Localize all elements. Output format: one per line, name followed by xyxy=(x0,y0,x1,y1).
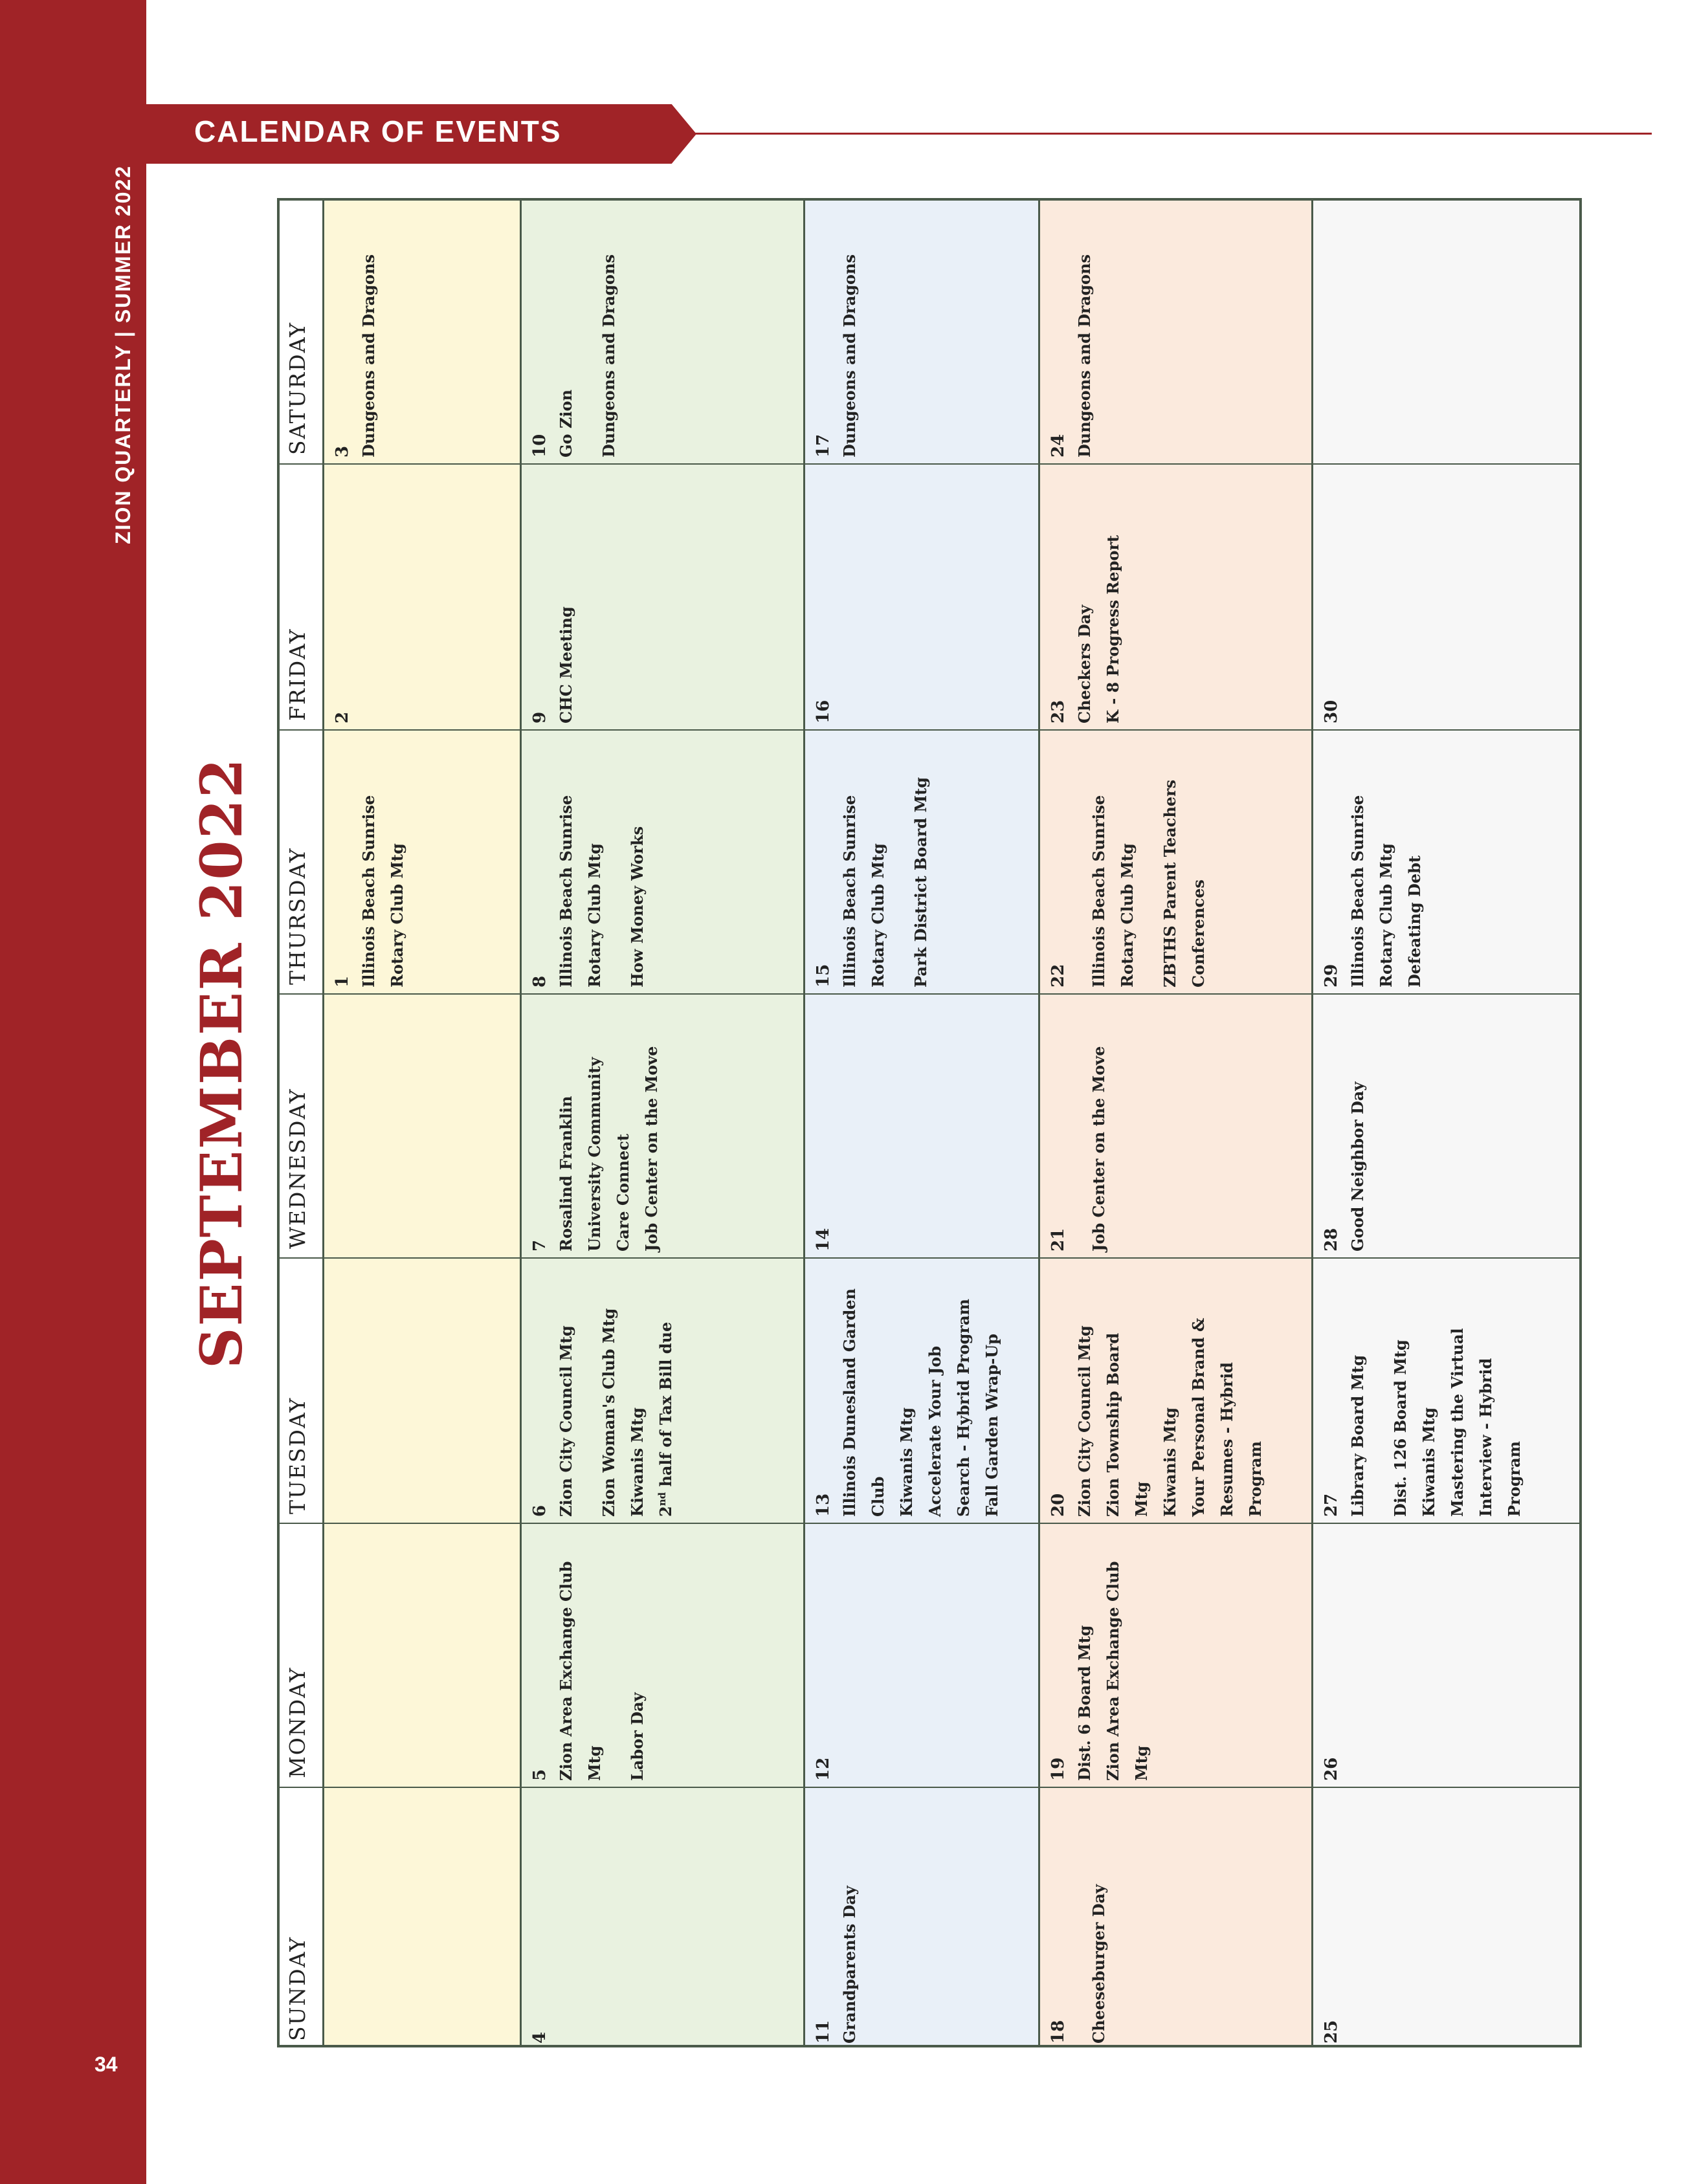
day-number: 29 xyxy=(1322,964,1341,987)
event-item: Library Board Mtg xyxy=(1348,1355,1367,1517)
event-item: Fall Garden Wrap-Up xyxy=(983,1334,1001,1517)
day-number: 9 xyxy=(530,711,550,723)
calendar-grid xyxy=(277,198,1582,2047)
event-item: Good Neighbor Day xyxy=(1348,1081,1367,1252)
event-item: Dist. 126 Board Mtg xyxy=(1391,1340,1410,1517)
event-item: Zion Area Exchange Club xyxy=(1104,1561,1122,1781)
day-number: 13 xyxy=(814,1493,833,1517)
day-number: 22 xyxy=(1049,964,1068,987)
day-cell xyxy=(527,1007,666,1252)
event-item: Mtg xyxy=(585,1745,604,1781)
event-item: Rotary Club Mtg xyxy=(869,843,887,987)
day-cell xyxy=(1319,477,1344,723)
day-number: 5 xyxy=(530,1769,550,1781)
event-item: Rosalind Franklin xyxy=(557,1096,575,1252)
event-item: Dist. 6 Board Mtg xyxy=(1075,1625,1094,1781)
grid-line xyxy=(280,729,1579,731)
month-title: SEPTEMBER 2022 xyxy=(188,757,255,1369)
day-number: 7 xyxy=(530,1239,550,1252)
day-cell xyxy=(1046,1800,1113,2044)
event-item: Kiwanis Mtg xyxy=(628,1407,647,1517)
day-number: 12 xyxy=(814,1757,833,1781)
day-number: 23 xyxy=(1049,700,1068,723)
event-item: Your Personal Brand & xyxy=(1189,1318,1208,1517)
event-item: Go Zion xyxy=(557,390,575,458)
day-cell xyxy=(1319,214,1344,458)
day-cell xyxy=(330,1271,355,1517)
event-item: Dungeons and Dragons xyxy=(840,254,859,458)
day-cell xyxy=(1319,743,1429,987)
day-cell xyxy=(330,1007,355,1252)
event-item: Illinois Beach Sunrise xyxy=(1089,795,1108,987)
weekday-header-friday: FRIDAY xyxy=(285,628,310,721)
event-item: Accelerate Your Job xyxy=(926,1345,944,1517)
day-cell xyxy=(527,1536,652,1781)
event-item: Kiwanis Mtg xyxy=(1419,1407,1438,1517)
event-item: Mtg xyxy=(1132,1481,1151,1517)
event-item: Job Center on the Move xyxy=(642,1046,661,1252)
weekday-header-wednesday: WEDNESDAY xyxy=(285,1088,310,1249)
day-cell xyxy=(330,743,412,987)
day-cell xyxy=(811,1271,1006,1517)
event-item: K - 8 Progress Report xyxy=(1104,535,1122,723)
day-number: 19 xyxy=(1049,1757,1068,1781)
event-item: Zion Township Board xyxy=(1104,1332,1122,1517)
day-cell xyxy=(1046,477,1127,723)
day-number: 24 xyxy=(1049,434,1068,458)
day-cell xyxy=(330,1536,355,1781)
grid-line xyxy=(1311,201,1313,2045)
event-item: Kiwanis Mtg xyxy=(897,1407,916,1517)
event-item: Search - Hybrid Program xyxy=(954,1299,973,1517)
day-number xyxy=(330,1536,355,1781)
event-item: Grandparents Day xyxy=(840,1886,859,2044)
day-cell xyxy=(1046,1271,1270,1517)
day-number xyxy=(1319,214,1344,458)
event-item: Program xyxy=(1505,1440,1524,1517)
grid-line xyxy=(520,201,522,2045)
day-cell xyxy=(1319,1536,1344,1781)
day-number: 8 xyxy=(530,975,550,987)
weekday-header-tuesday: TUESDAY xyxy=(285,1396,310,1514)
event-item: ZBTHS Parent Teachers xyxy=(1160,779,1179,987)
page-number: 34 xyxy=(94,2053,118,2076)
day-cell xyxy=(527,214,623,458)
event-item: Rotary Club Mtg xyxy=(585,843,604,987)
day-number: 15 xyxy=(814,964,833,987)
day-number: 14 xyxy=(814,1228,833,1252)
day-number: 4 xyxy=(530,2031,550,2044)
day-cell xyxy=(1046,743,1213,987)
weekday-header-saturday: SATURDAY xyxy=(285,321,310,455)
event-item: Dungeons and Dragons xyxy=(599,254,618,458)
day-cell xyxy=(330,1800,355,2044)
day-cell xyxy=(1319,1271,1529,1517)
event-item: Mtg xyxy=(1132,1745,1151,1781)
day-number: 16 xyxy=(814,700,833,723)
event-item: Cheeseburger Day xyxy=(1089,1884,1108,2044)
day-number: 21 xyxy=(1049,1228,1068,1252)
event-item: Illinois Beach Sunrise xyxy=(1348,795,1367,987)
day-cell xyxy=(811,477,836,723)
event-item: Illinois Dunesland Garden xyxy=(840,1288,859,1517)
day-number: 30 xyxy=(1322,700,1341,723)
event-item: Defeating Debt xyxy=(1405,855,1424,987)
day-cell xyxy=(811,743,935,987)
grid-line xyxy=(803,201,805,2045)
day-cell xyxy=(527,1271,680,1517)
event-item: Program xyxy=(1246,1440,1265,1517)
day-cell xyxy=(811,214,864,458)
grid-line xyxy=(280,1523,1579,1524)
weekday-header-sunday: SUNDAY xyxy=(285,1936,310,2041)
day-number: 2 xyxy=(333,711,352,723)
event-item: How Money Works xyxy=(628,826,647,987)
publication-title: ZION QUARTERLY | SUMMER 2022 xyxy=(111,165,135,544)
event-item: Illinois Beach Sunrise xyxy=(840,795,859,987)
event-item: Conferences xyxy=(1189,879,1208,987)
event-item: Club xyxy=(869,1476,887,1517)
day-number: 10 xyxy=(530,434,550,458)
event-item: Illinois Beach Sunrise xyxy=(359,795,378,987)
event-item: Rotary Club Mtg xyxy=(388,843,406,987)
event-item: Rotary Club Mtg xyxy=(1377,843,1395,987)
event-item: Zion City Council Mtg xyxy=(557,1325,575,1517)
day-cell xyxy=(1046,1007,1113,1252)
event-item: Care Connect xyxy=(614,1134,632,1252)
day-cell xyxy=(1319,1800,1344,2044)
grid-line xyxy=(280,993,1579,995)
day-number: 18 xyxy=(1049,2020,1068,2044)
day-number: 6 xyxy=(530,1505,550,1517)
event-item: Rotary Club Mtg xyxy=(1118,843,1137,987)
week-band xyxy=(805,201,1039,2045)
section-title: CALENDAR OF EVENTS xyxy=(194,115,562,148)
grid-line xyxy=(280,1257,1579,1259)
day-cell xyxy=(811,1800,864,2044)
day-cell xyxy=(527,1800,552,2044)
day-number: 28 xyxy=(1322,1228,1341,1252)
event-item: Illinois Beach Sunrise xyxy=(557,795,575,987)
day-cell xyxy=(1319,1007,1372,1252)
day-number: 3 xyxy=(333,445,352,458)
day-number: 26 xyxy=(1322,1757,1341,1781)
day-number xyxy=(330,1271,355,1517)
day-cell xyxy=(1046,1536,1156,1781)
grid-line xyxy=(280,1787,1579,1788)
event-item: Resumes - Hybrid xyxy=(1217,1362,1236,1517)
event-item: Zion Woman's Club Mtg xyxy=(599,1308,618,1517)
grid-line xyxy=(322,201,324,2045)
grid-line xyxy=(280,463,1579,465)
event-item: CHC Meeting xyxy=(557,606,575,723)
event-item: Labor Day xyxy=(628,1692,647,1781)
event-item: Checkers Day xyxy=(1075,604,1094,723)
day-cell xyxy=(811,1007,836,1252)
day-number: 25 xyxy=(1322,2020,1341,2044)
day-number xyxy=(330,1800,355,2044)
banner-rule xyxy=(693,133,1652,135)
grid-line xyxy=(1038,201,1040,2045)
event-item: Zion Area Exchange Club xyxy=(557,1561,575,1781)
day-number: 11 xyxy=(814,2020,833,2044)
day-number: 17 xyxy=(814,434,833,458)
day-cell xyxy=(330,214,383,458)
event-item: Job Center on the Move xyxy=(1089,1046,1108,1252)
day-cell xyxy=(527,743,652,987)
event-item: Park District Board Mtg xyxy=(911,777,930,987)
weekday-header-thursday: THURSDAY xyxy=(285,847,310,985)
day-number: 20 xyxy=(1049,1493,1068,1517)
event-item: Dungeons and Dragons xyxy=(1075,254,1094,458)
day-number: 1 xyxy=(333,975,352,987)
day-cell xyxy=(527,477,581,723)
day-cell xyxy=(330,477,355,723)
event-item: Interview - Hybrid xyxy=(1476,1358,1495,1517)
day-cell xyxy=(1046,214,1099,458)
weekday-header-monday: MONDAY xyxy=(285,1666,310,1778)
event-item: Mastering the Virtual xyxy=(1448,1328,1467,1517)
day-number: 27 xyxy=(1322,1493,1341,1517)
day-cell xyxy=(811,1536,836,1781)
event-item: Kiwanis Mtg xyxy=(1160,1407,1179,1517)
event-item: University Community xyxy=(585,1057,604,1252)
event-item: 2nd half of Tax Bill due xyxy=(656,1321,675,1517)
day-number xyxy=(330,1007,355,1252)
event-item: Dungeons and Dragons xyxy=(359,254,378,458)
event-item: Zion City Council Mtg xyxy=(1075,1325,1094,1517)
